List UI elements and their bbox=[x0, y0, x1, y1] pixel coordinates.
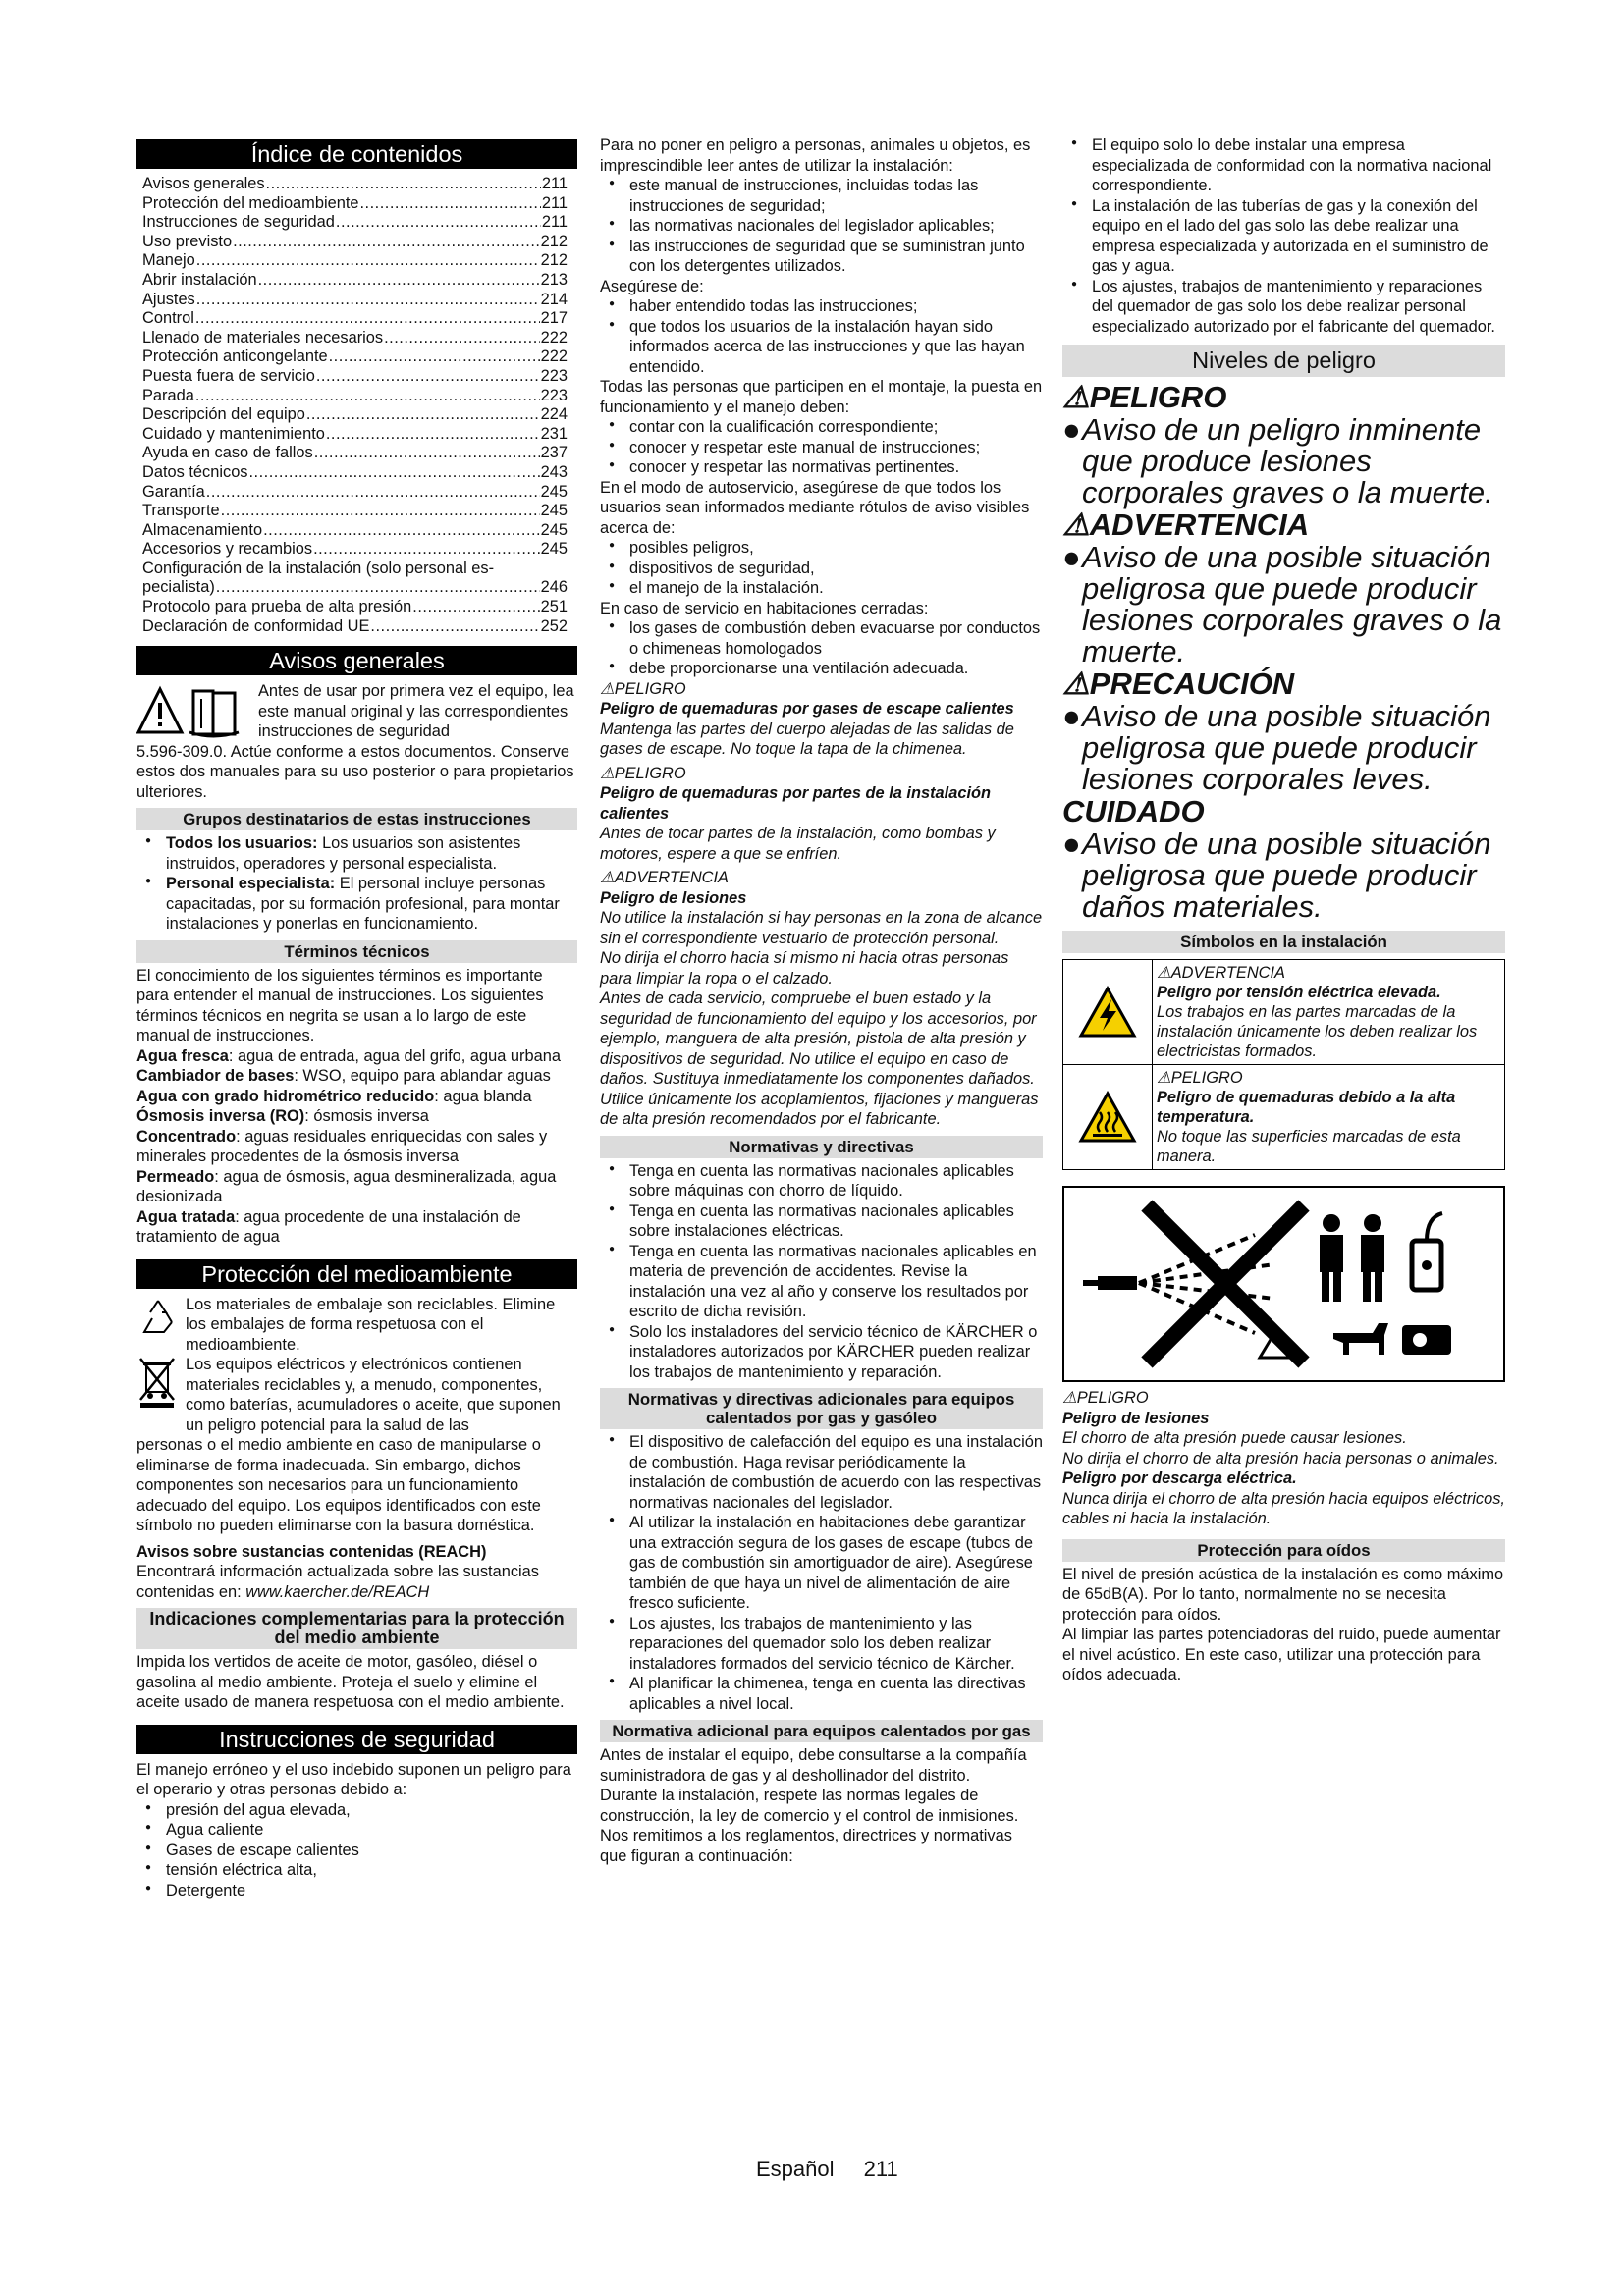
compl-heading: Indicaciones complementarias para la protección del medio ambiente bbox=[136, 1608, 577, 1649]
toc-entry-title: Llenado de materiales necesarios bbox=[142, 328, 384, 347]
avisos-text: 5.596-309.0. Actúe conforme a estos documentos. Conserve estos dos manuales para su uso posterior o para propietarios ulteriores. bbox=[136, 742, 574, 801]
termino-desc: : agua procedente de una instalación de tratamiento de agua bbox=[136, 1207, 521, 1247]
hazard-level-name: ⚠ADVERTENCIA bbox=[1062, 507, 1310, 542]
column-middle bbox=[600, 135, 1043, 1866]
termino-item bbox=[136, 1106, 577, 1127]
toc-entry-title: Accesorios y recambios bbox=[142, 540, 313, 559]
hazard-level-name: CUIDADO bbox=[1062, 794, 1205, 828]
reach-heading: Avisos sobre sustancias contenidas (REACH) bbox=[136, 1542, 487, 1561]
symbol-row-voltage bbox=[1063, 960, 1504, 1065]
w3-p4: Utilice únicamente los acoplamientos, fijaciones y mangueras de alta presión recomendados por el fabricante. bbox=[600, 1090, 1039, 1128]
termino-desc: : ósmosis inversa bbox=[304, 1107, 429, 1126]
toc-leader bbox=[314, 444, 540, 463]
toc-entry[interactable] bbox=[136, 329, 577, 348]
medio-heading: Protección del medioambiente bbox=[136, 1259, 577, 1289]
seguridad-item: ● Agua caliente bbox=[136, 1820, 577, 1841]
toc-leader bbox=[326, 425, 540, 445]
toc-entry-page: 223 bbox=[540, 366, 568, 385]
toc-leader bbox=[384, 329, 540, 348]
toc-entry-page: 251 bbox=[540, 598, 568, 616]
w2-title: Peligro de quemaduras por partes de la instalación calientes bbox=[600, 784, 992, 823]
toc-entry-title: Declaración de conformidad UE bbox=[142, 616, 370, 635]
page-number: 211 bbox=[863, 2157, 898, 2181]
no-spray-at-people-icon bbox=[1078, 1196, 1490, 1372]
toc-entry-page: 246 bbox=[540, 578, 568, 597]
c3-list bbox=[1062, 135, 1505, 337]
toc-entry-page: 214 bbox=[540, 290, 568, 308]
toc-entry[interactable] bbox=[136, 309, 577, 329]
weee-bin-icon bbox=[138, 1357, 178, 1408]
oidos-p1: El nivel de presión acústica de la instalación es como máximo de 65dB(A). Por lo tanto, normalmente no se necesita protección para oídos. bbox=[1062, 1565, 1504, 1624]
toc-entry-title-cont: pecialista) bbox=[142, 578, 215, 597]
toc-leader bbox=[196, 251, 540, 271]
toc-entry-page: 245 bbox=[540, 540, 568, 559]
termino-item bbox=[136, 1127, 577, 1167]
toc-leader bbox=[195, 309, 540, 329]
hot-surface-icon bbox=[1063, 1065, 1153, 1169]
list-item: ● posibles peligros, bbox=[600, 538, 1043, 559]
list-item: ● las normativas nacionales del legislador aplicables; bbox=[600, 216, 1043, 237]
grupo-term: Todos los usuarios: bbox=[166, 834, 318, 853]
sym1-text: Los trabajos en las partes marcadas de la instalación únicamente los deben realizar los electricistas formados. bbox=[1157, 1003, 1478, 1060]
w2-label: ⚠PELIGRO bbox=[600, 764, 686, 782]
toc-leader bbox=[412, 598, 539, 617]
toc-entry-page: 213 bbox=[540, 270, 568, 289]
grupos-heading: Grupos destinatarios de estas instrucciones bbox=[136, 808, 577, 830]
oidos-p2: Al limpiar las partes potenciadoras del ruido, puede aumentar el nivel acústico. En este caso, utilizar una protección para oídos adecuada. bbox=[1062, 1626, 1501, 1683]
toc-list-2 bbox=[136, 598, 577, 636]
norm3-p1: Antes de instalar el equipo, debe consultarse a la compañía suministradora de gas y al deshollinador del distrito. bbox=[600, 1746, 1027, 1785]
toc-leader bbox=[196, 291, 540, 310]
toc-entry-title: Garantía bbox=[142, 482, 205, 501]
w1-label: ⚠PELIGRO bbox=[600, 679, 686, 698]
symbols-table bbox=[1062, 959, 1505, 1170]
hazard-level-text: ● Aviso de una posible situación peligrosa que puede producir lesiones corporales leves. bbox=[1062, 701, 1505, 795]
seguridad-item: ● presión del agua elevada, bbox=[136, 1800, 577, 1821]
toc-leader bbox=[313, 540, 540, 560]
hazard-level-text: ● Aviso de una posible situación peligrosa que puede producir daños materiales. bbox=[1062, 828, 1505, 923]
toc-entry-title: Protocolo para prueba de alta presión bbox=[142, 598, 412, 616]
toc-leader bbox=[206, 483, 540, 503]
p-text2: No dirija el chorro de alta presión hacia personas o animales. bbox=[1062, 1449, 1499, 1468]
toc-leader bbox=[316, 367, 540, 387]
c2-list-5 bbox=[600, 618, 1043, 679]
w1-text: Mantenga las partes del cuerpo alejadas de las salidas de gases de escape. No toque la tapa de la chimenea. bbox=[600, 720, 1014, 758]
compl-text: Impida los vertidos de aceite de motor, gasóleo, diésel o gasolina al medio ambiente. Proteja el suelo y elimine el aceite usado de manera respetuosa con el medio ambiente. bbox=[136, 1653, 565, 1712]
termino-term: Agua con grado hidrométrico reducido bbox=[136, 1087, 435, 1105]
sym2-title: Peligro de quemaduras debido a la alta temperatura. bbox=[1157, 1089, 1456, 1126]
toc-entry[interactable] bbox=[136, 521, 577, 541]
toc-leader bbox=[266, 175, 541, 194]
termino-desc: : agua blanda bbox=[434, 1087, 532, 1105]
terminos-heading: Términos técnicos bbox=[136, 940, 577, 963]
w3-p1: No utilice la instalación si hay personas en la zona de alcance sin el correspondiente vestuario de protección personal. bbox=[600, 909, 1043, 947]
toc-entry-page: 245 bbox=[540, 502, 568, 520]
niveles-heading: Niveles de peligro bbox=[1062, 345, 1505, 377]
toc-entry-page: 222 bbox=[540, 347, 568, 366]
toc-leader bbox=[370, 617, 539, 637]
normativa-item: ● Tenga en cuenta las normativas nacionales aplicables sobre instalaciones eléctricas. bbox=[600, 1201, 1043, 1242]
w2-text: Antes de tocar partes de la instalación, como bombas y motores, espere a que se enfríen. bbox=[600, 825, 996, 863]
toc-entry-page: 243 bbox=[540, 462, 568, 481]
toc-entry[interactable] bbox=[136, 502, 577, 521]
grupo-desc: El personal incluye personas capacitadas, por su formación profesional, para montar instalaciones y ponerlas en funcionamiento. bbox=[166, 875, 560, 934]
medio-p2a: Los equipos eléctricos y electrónicos contienen materiales reciclables y, a menudo, componentes, como baterías, acumuladores o aceite, que suponen un peligro potencial para la salud de las bbox=[186, 1356, 561, 1434]
termino-term: Agua tratada bbox=[136, 1207, 236, 1226]
list-item: ● que todos los usuarios de la instalación hayan sido informados acerca de las instrucciones y que las hayan entendido. bbox=[600, 317, 1043, 378]
toc-entry-page: 245 bbox=[540, 520, 568, 539]
toc-entry[interactable] bbox=[136, 617, 577, 637]
footer-language: Español bbox=[756, 2157, 835, 2181]
termino-term: Concentrado bbox=[136, 1127, 237, 1146]
p-title: Peligro de lesiones bbox=[1062, 1409, 1210, 1427]
toc-entry-page: 212 bbox=[540, 232, 568, 250]
toc-entry[interactable] bbox=[136, 387, 577, 406]
toc-entry[interactable] bbox=[136, 405, 577, 425]
list-item: ● contar con la cualificación correspondiente; bbox=[600, 417, 1043, 438]
toc-entry-page: 211 bbox=[541, 175, 568, 192]
toc-entry-page: 223 bbox=[540, 386, 568, 404]
normativa-item: ● Al planificar la chimenea, tenga en cuenta las directivas aplicables a nivel local. bbox=[600, 1674, 1043, 1714]
c2-asegurese: Asegúrese de: bbox=[600, 277, 704, 295]
seguridad-item: ● tensión eléctrica alta, bbox=[136, 1860, 577, 1881]
w3-p2: No dirija el chorro hacia sí mismo ni hacia otras personas para limpiar la ropa o el calzado. bbox=[600, 949, 1009, 988]
toc-entry-page: 245 bbox=[540, 482, 568, 501]
toc-entry[interactable] bbox=[136, 213, 577, 233]
avisos-intro-block bbox=[136, 681, 577, 742]
c2-cerradas: En caso de servicio en habitaciones cerradas: bbox=[600, 599, 929, 617]
seguridad-list bbox=[136, 1800, 577, 1901]
normativas-list bbox=[600, 1161, 1043, 1383]
hazard-levels bbox=[1062, 381, 1505, 923]
recycle-icon bbox=[138, 1297, 178, 1336]
toc-entry[interactable] bbox=[136, 291, 577, 310]
page-footer bbox=[756, 2156, 898, 2183]
toc-entry-title: Uso previsto bbox=[142, 232, 233, 250]
c2-list-2 bbox=[600, 296, 1043, 377]
list-item: ● el manejo de la instalación. bbox=[600, 578, 1043, 599]
toc-entry-title: Manejo bbox=[142, 251, 195, 270]
toc-entry-page: 231 bbox=[540, 424, 568, 443]
toc-leader bbox=[329, 347, 540, 367]
seguridad-item: ● Detergente bbox=[136, 1881, 577, 1901]
sym2-text: No toque las superficies marcadas de esta manera. bbox=[1157, 1128, 1461, 1165]
toc-leader bbox=[336, 213, 541, 233]
toc-entry-title: Instrucciones de seguridad bbox=[142, 213, 335, 232]
normativas3-heading: Normativa adicional para equipos calentados por gas bbox=[600, 1720, 1043, 1742]
list-item: ● La instalación de las tuberías de gas y la conexión del equipo en el lado del gas solo las debe realizar una empresa especializada y autorizada en el suministro de gas y agua. bbox=[1062, 196, 1505, 277]
normativa-item: ● El dispositivo de calefacción del equipo es una instalación de combustión. Haga revisar periódicamente la instalación de combustión de acuerdo con las respectivas normativas nacionales del legislador. bbox=[600, 1432, 1043, 1513]
normativas2-heading: Normativas y directivas adicionales para equipos calentados por gas y gasóleo bbox=[600, 1388, 1043, 1429]
list-item: ● debe proporcionarse una ventilación adecuada. bbox=[600, 659, 1043, 679]
toc-entry-title: Configuración de la instalación (solo personal es- bbox=[142, 559, 495, 577]
column-right bbox=[1062, 135, 1505, 1685]
toc-entry-title: Datos técnicos bbox=[142, 462, 248, 481]
weee-block bbox=[136, 1355, 577, 1435]
w3-label: ⚠ADVERTENCIA bbox=[600, 869, 729, 886]
toc-entry-title: Protección anticongelante bbox=[142, 347, 328, 366]
toc-leader bbox=[233, 233, 540, 252]
toc-entry-page: 212 bbox=[540, 251, 568, 270]
termino-term: Cambiador de bases bbox=[136, 1067, 295, 1086]
terminos-intro: El conocimiento de los siguientes términos es importante para entender el manual de instrucciones. Los siguientes términos técnicos en negrita se usan a lo largo de este manual de instrucciones. bbox=[136, 966, 544, 1045]
toc-leader bbox=[360, 194, 541, 214]
toc-entry-page: 211 bbox=[541, 193, 568, 212]
toc-entry-title: Control bbox=[142, 309, 194, 328]
grupo-item bbox=[136, 833, 577, 874]
toc-entry[interactable] bbox=[136, 463, 577, 483]
termino-item bbox=[136, 1167, 577, 1207]
recycle-block bbox=[136, 1295, 577, 1356]
toc-entry-page: 222 bbox=[540, 328, 568, 347]
toc-list bbox=[136, 175, 577, 560]
toc-entry[interactable] bbox=[136, 560, 577, 598]
termino-item bbox=[136, 1087, 577, 1107]
c2-todas: Todas las personas que participen en el montaje, la puesta en funcionamiento y el manejo deben: bbox=[600, 378, 1043, 416]
toc-entry[interactable] bbox=[136, 175, 577, 194]
toc-entry[interactable] bbox=[136, 194, 577, 214]
toc-entry-title: Parada bbox=[142, 386, 194, 404]
grupo-item bbox=[136, 874, 577, 934]
toc-heading: Índice de contenidos bbox=[136, 139, 577, 169]
seguridad-heading: Instrucciones de seguridad bbox=[136, 1725, 577, 1754]
toc-entry-title: Abrir instalación bbox=[142, 270, 257, 289]
terminos-list bbox=[136, 1046, 577, 1248]
termino-desc: : agua de entrada, agua del grifo, agua urbana bbox=[228, 1046, 561, 1065]
column-left bbox=[136, 135, 577, 1900]
toc-entry[interactable] bbox=[136, 347, 577, 367]
grupo-term: Personal especialista: bbox=[166, 875, 336, 893]
toc-entry[interactable] bbox=[136, 367, 577, 387]
toc-entry[interactable] bbox=[136, 444, 577, 463]
list-item: ● conocer y respetar las normativas pertinentes. bbox=[600, 457, 1043, 478]
toc-entry[interactable] bbox=[136, 425, 577, 445]
toc-entry-title: Ayuda en caso de fallos bbox=[142, 444, 313, 462]
normativa-item: ● Al utilizar la instalación en habitaciones debe garantizar una extracción segura de los gases de escape (tubos de gas de combustión sin amortiguador de aire). Asegúrese también de que haya un nivel de alimentación de aire fresco suficiente. bbox=[600, 1513, 1043, 1614]
list-item: ● haber entendido todas las instrucciones; bbox=[600, 296, 1043, 317]
list-item: ● Los ajustes, trabajos de mantenimiento y reparaciones del quemador de gas solo los debe realizar personal especializado autorizado por el fabricante del quemador. bbox=[1062, 277, 1505, 338]
c2-list-4 bbox=[600, 538, 1043, 599]
termino-item bbox=[136, 1207, 577, 1248]
toc-leader bbox=[306, 405, 540, 425]
w1-title: Peligro de quemaduras por gases de escape calientes bbox=[600, 700, 1014, 718]
list-item: ● El equipo solo lo debe instalar una empresa especializada de conformidad con la normativa nacional correspondiente. bbox=[1062, 135, 1505, 196]
seguridad-item: ● Gases de escape calientes bbox=[136, 1841, 577, 1861]
grupos-list bbox=[136, 833, 577, 934]
termino-item bbox=[136, 1066, 577, 1087]
termino-term: Permeado bbox=[136, 1167, 215, 1186]
toc-entry-title: Descripción del equipo bbox=[142, 405, 305, 424]
hazard-level-text: ● Aviso de una posible situación peligrosa que puede producir lesiones corporales graves o la muerte. bbox=[1062, 542, 1505, 667]
list-item: ● las instrucciones de seguridad que se suministran junto con los detergentes utilizados. bbox=[600, 237, 1043, 277]
toc-entry-title: Almacenamiento bbox=[142, 520, 263, 539]
toc-entry[interactable] bbox=[136, 233, 577, 252]
termino-term: Ósmosis inversa (RO) bbox=[136, 1107, 305, 1126]
sym1-label: ⚠ADVERTENCIA bbox=[1157, 964, 1285, 982]
reach-text bbox=[136, 1562, 577, 1602]
toc-entry-title: Ajustes bbox=[142, 290, 195, 308]
toc-leader bbox=[249, 463, 540, 483]
list-item: ● este manual de instrucciones, incluidas todas las instrucciones de seguridad; bbox=[600, 176, 1043, 216]
p-title2: Peligro por descarga eléctrica. bbox=[1062, 1469, 1297, 1487]
seguridad-intro: El manejo erróneo y el uso indebido suponen un peligro para el operario y otras personas debido a: bbox=[136, 1760, 571, 1799]
toc-entry[interactable] bbox=[136, 271, 577, 291]
avisos-heading: Avisos generales bbox=[136, 646, 577, 675]
c2-list-3 bbox=[600, 417, 1043, 478]
termino-desc: : WSO, equipo para ablandar aguas bbox=[294, 1067, 551, 1086]
toc-entry[interactable] bbox=[136, 251, 577, 271]
toc-entry-title: Transporte bbox=[142, 502, 220, 520]
list-item: ● los gases de combustión deben evacuarse por conductos o chimeneas homologados bbox=[600, 618, 1043, 659]
avisos-intro: Antes de usar por primera vez el equipo, lea este manual original y las correspondientes instrucciones de seguridad bbox=[258, 682, 574, 741]
toc-leader bbox=[221, 502, 540, 521]
hazard-level-name: ⚠PELIGRO bbox=[1062, 380, 1227, 414]
simbolos-heading: Símbolos en la instalación bbox=[1062, 931, 1505, 953]
toc-entry-page: 211 bbox=[541, 213, 568, 232]
termino-desc: : aguas residuales enriquecidas con sales y minerales procedentes de la ósmosis inversa bbox=[136, 1127, 548, 1166]
c2-intro: Para no poner en peligro a personas, animales u objetos, es imprescindible leer antes de utilizar la instalación: bbox=[600, 136, 1031, 175]
toc-entry-title: Protección del medioambiente bbox=[142, 193, 359, 212]
toc-entry-title: Cuidado y mantenimiento bbox=[142, 424, 325, 443]
symbol-row-heat bbox=[1063, 1065, 1504, 1169]
p-text3: Nunca dirija el chorro de alta presión hacia equipos eléctricos, cables ni hacia la instalación. bbox=[1062, 1489, 1505, 1527]
toc-leader bbox=[263, 521, 540, 541]
normativa-item: ● Los ajustes, los trabajos de mantenimiento y las reparaciones del quemador solo los deben realizar instaladores formados del servicio técnico de Kärcher. bbox=[600, 1614, 1043, 1675]
c2-auto: En el modo de autoservicio, asegúrese de que todos los usuarios sean informados mediante rótulos de aviso visibles acerca de: bbox=[600, 478, 1030, 537]
sym2-label: ⚠PELIGRO bbox=[1157, 1069, 1243, 1087]
list-item: ● conocer y respetar este manual de instrucciones; bbox=[600, 438, 1043, 458]
norm3-p2: Durante la instalación, respete las normas legales de construcción, la ley de comercio y el control de inmisiones. Nos remitimos a los reglamentos, directrices y normativas que figuran a continuación: bbox=[600, 1787, 1019, 1865]
p-text1: El chorro de alta presión puede causar lesiones. bbox=[1062, 1429, 1407, 1447]
oidos-heading: Protección para oídos bbox=[1062, 1539, 1505, 1562]
toc-entry[interactable] bbox=[136, 598, 577, 617]
c2-list-1 bbox=[600, 176, 1043, 277]
no-spray-pictogram bbox=[1062, 1186, 1505, 1382]
toc-entry-title: Avisos generales bbox=[142, 175, 265, 192]
normativa-item: ● Tenga en cuenta las normativas nacionales aplicables en materia de prevención de accidentes. Revise la instalación una vez al año y conserve los resultados por escrito de dicha revisión. bbox=[600, 1242, 1043, 1322]
p-label: ⚠PELIGRO bbox=[1062, 1389, 1149, 1407]
grupo-desc: Los usuarios son asistentes instruidos, operadores y personal especialista. bbox=[166, 834, 521, 873]
normativa-item: ● Tenga en cuenta las normativas nacionales aplicables sobre máquinas con chorro de líquido. bbox=[600, 1161, 1043, 1201]
list-item: ● dispositivos de seguridad, bbox=[600, 559, 1043, 579]
w3-title: Peligro de lesiones bbox=[600, 888, 747, 907]
toc-entry-title: Puesta fuera de servicio bbox=[142, 366, 315, 385]
termino-item bbox=[136, 1046, 577, 1067]
reach-link[interactable]: www.kaercher.de/REACH bbox=[245, 1582, 430, 1601]
toc-entry-page: 252 bbox=[540, 616, 568, 635]
toc-leader bbox=[195, 387, 540, 406]
toc-leader bbox=[258, 271, 540, 291]
termino-desc: : agua de ósmosis, agua desmineralizada, agua desionizada bbox=[136, 1167, 557, 1206]
toc-entry[interactable] bbox=[136, 483, 577, 503]
reach-text-body: Encontrará información actualizada sobre las sustancias contenidas en: bbox=[136, 1563, 539, 1601]
normativas-heading: Normativas y directivas bbox=[600, 1136, 1043, 1158]
medio-p2b: personas o el medio ambiente en caso de manipularse o eliminarse de forma inadecuada. Sin embargo, dichos componentes son necesarios para un funcionamiento adecuado del equipo. Los equipos identificados con este símbolo no pueden eliminarse con la basura doméstica. bbox=[136, 1436, 541, 1535]
toc-entry-page: 217 bbox=[540, 309, 568, 328]
termino-term: Agua fresca bbox=[136, 1046, 229, 1065]
toc-entry-page: 224 bbox=[540, 405, 568, 424]
sym1-title: Peligro por tensión eléctrica elevada. bbox=[1157, 984, 1441, 1001]
normativa-item: ● Solo los instaladores del servicio técnico de KÄRCHER o instaladores autorizados por KÄRCHER pueden realizar los trabajos de mantenimiento y reparación. bbox=[600, 1322, 1043, 1383]
w3-p3: Antes de cada servicio, compruebe el buen estado y la seguridad de funcionamiento del equipo y los accesorios, por ejemplo, manguera de alta presión, pistola de alta presión y dispositivos de seguridad. No utilice el equipo en caso de daños. Sustituya inmediatamente los componentes dañados. bbox=[600, 989, 1037, 1088]
high-voltage-icon bbox=[1063, 960, 1153, 1064]
warning-manual-icon bbox=[136, 685, 244, 742]
hazard-level-text: ● Aviso de un peligro inminente que produce lesiones corporales graves o la muerte. bbox=[1062, 414, 1505, 508]
toc-entry[interactable] bbox=[136, 540, 577, 560]
toc-entry-page: 237 bbox=[540, 444, 568, 462]
medio-p1: Los materiales de embalaje son reciclables. Elimine los embalajes de forma respetuosa con el medioambiente. bbox=[186, 1295, 556, 1354]
normativas2-list bbox=[600, 1432, 1043, 1714]
hazard-level-name: ⚠PRECAUCIÓN bbox=[1062, 667, 1295, 701]
